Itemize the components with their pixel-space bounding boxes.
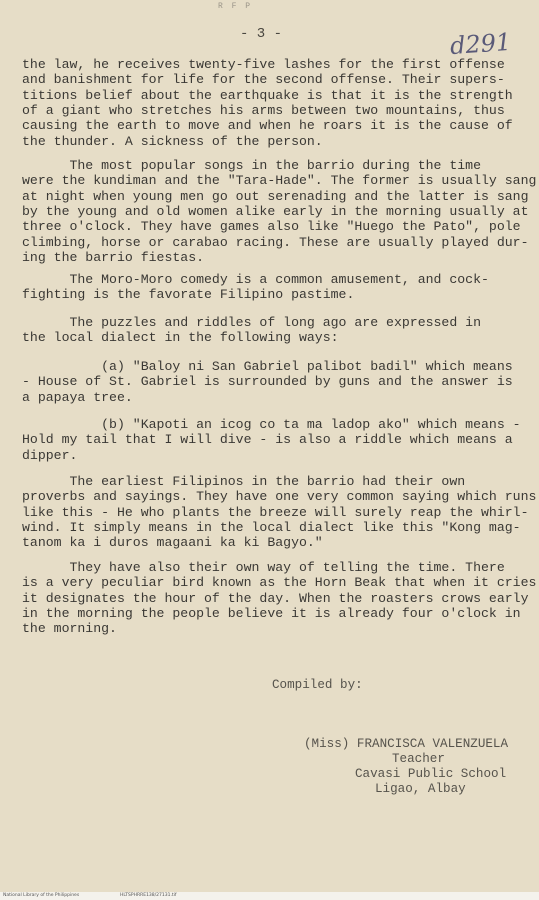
text-line: Hold my tail that I will dive - is also a riddle which means a [22,432,513,448]
text-line: dipper. [22,447,78,463]
text-line: of a giant who stretches his arms between two mountains, thus [22,102,505,118]
compiler-location: Ligao, Albay [375,782,466,796]
text-line: wind. It simply means in the local dialect like this "Kong mag- [22,519,521,535]
text-line: The puzzles and riddles of long ago are expressed in [22,315,481,330]
text-line: ing the barrio fiestas. [22,249,205,265]
archive-footer [0,892,539,900]
text-line: The Moro-Moro comedy is a common amusement, and cock- [22,272,489,287]
handwritten-note: d291 [449,27,513,61]
text-line: and banishment for life for the second offense. Their supers- [22,72,505,88]
footer-file-id: HLTSPHRRE138/27131.tif [120,893,177,898]
compiled-by-label: Compiled by: [272,678,363,692]
text-line: at night when young men go out serenading and the latter is sang [22,188,529,204]
faint-header-mark: R F P [218,2,253,11]
text-line: were the kundiman and the "Tara-Hade". The former is usually sang [22,173,537,189]
text-line: titions belief about the earthquake is that it is the strength [22,87,513,103]
text-line: The most popular songs in the barrio during the time [22,158,481,173]
text-line: three o'clock. They have games also like "Huego the Pato", pole [22,219,521,235]
text-line: (a) "Baloy ni San Gabriel palibot badil" which means [22,359,513,374]
text-line: The earliest Filipinos in the barrio had their own [22,474,466,489]
text-line: (b) "Kapoti an icog co ta ma ladop ako" which means - [22,417,521,432]
text-line: in the morning the people believe it is already four o'clock in [22,605,521,621]
text-line: is a very peculiar bird known as the Horn Beak that when it cries [22,575,537,591]
text-line: fighting is the favorate Filipino pastime. [22,287,355,303]
text-line: causing the earth to move and when he roars it is the cause of [22,118,513,134]
text-line: climbing, horse or carabao racing. These are usually played dur- [22,234,529,250]
page-number: - 3 - [240,26,283,42]
text-line: the law, he receives twenty-five lashes for the first offense [22,57,505,72]
text-line: a papaya tree. [22,389,133,405]
text-line: by the young and old women alike early in the morning usually at [22,203,529,219]
compiler-title: Teacher [392,752,445,766]
text-line: like this - He who plants the breeze will surely reap the whirl- [22,504,529,520]
text-line: - House of St. Gabriel is surrounded by guns and the answer is [22,374,513,390]
text-line: it designates the hour of the day. When the roasters crows early [22,590,529,606]
text-line: the morning. [22,621,117,637]
text-line: the thunder. A sickness of the person. [22,133,323,149]
text-line: They have also their own way of telling the time. There [22,560,505,575]
compiler-name: (Miss) FRANCISCA VALENZUELA [304,737,509,751]
text-line: tanom ka i duros magaani ka ki Bagyo." [22,535,323,551]
text-line: proverbs and sayings. They have one very common saying which runs [22,489,537,505]
compiler-school: Cavasi Public School [355,767,507,781]
text-line: the local dialect in the following ways: [22,330,339,346]
footer-library: National Library of the Philippines [3,893,80,898]
